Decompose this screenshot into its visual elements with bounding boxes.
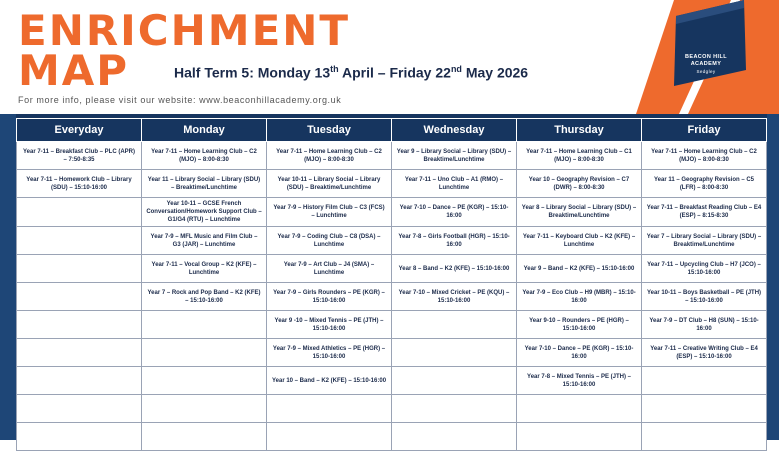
- table-row: [17, 227, 767, 255]
- activity-cell: Year 7-11 – Uno Club – A1 (RMO) – Lunchtime: [392, 170, 517, 198]
- activity-cell: Year 7-11 – Home Learning Club – C2 (MJO) – 8:00-8:30: [142, 142, 267, 170]
- activity-cell: Year 9 – Library Social – Library (SDU) – Breaktime/Lunchtime: [392, 142, 517, 170]
- activity-cell: Year 10 – Geography Revision – C7 (DWR) – 8:00-8:30: [517, 170, 642, 198]
- table-row: [17, 283, 767, 311]
- activity-cell: [392, 395, 517, 423]
- activity-cell: Year 8 – Library Social – Library (SDU) – Breaktime/Lunchtime: [517, 198, 642, 227]
- activity-cell: [142, 395, 267, 423]
- activity-cell: Year 7-11 – Vocal Group – K2 (KFE) – Lunchtime: [142, 255, 267, 283]
- activity-cell: [142, 311, 267, 339]
- day-header: Tuesday: [267, 119, 392, 142]
- activity-cell: Year 10-11 – Library Social – Library (SDU) – Breaktime/Lunchtime: [267, 170, 392, 198]
- activity-cell: [392, 367, 517, 395]
- activity-cell: [392, 339, 517, 367]
- day-header: Everyday: [17, 119, 142, 142]
- activity-cell: Year 8 – Band – K2 (KFE) – 15:10-16:00: [392, 255, 517, 283]
- activity-cell: Year 7-11 – Homework Club – Library (SDU) – 15:10-16:00: [17, 170, 142, 198]
- day-header: Friday: [642, 119, 767, 142]
- activity-cell: Year 9 -10 – Mixed Tennis – PE (JTH) – 15:10-16:00: [267, 311, 392, 339]
- table-row: [17, 423, 767, 451]
- term-dates: Half Term 5: Monday 13th April – Friday 22nd May 2026: [174, 64, 529, 81]
- activity-cell: Year 7-10 – Dance – PE (KGR) – 15:10-16:00: [392, 198, 517, 227]
- activity-cell: Year 7-11 – Keyboard Club – K2 (KFE) – Lunchtime: [517, 227, 642, 255]
- day-header-row: [17, 119, 767, 142]
- activity-cell: [142, 367, 267, 395]
- activity-cell: Year 7-10 – Mixed Cricket – PE (KQU) – 15:10-16:00: [392, 283, 517, 311]
- activity-cell: [267, 395, 392, 423]
- activity-cell: Year 7-11 – Home Learning Club – C2 (MJO) – 8:00-8:30: [642, 142, 767, 170]
- school-name: BEACON HILL ACADEMY Sedgley: [685, 54, 727, 74]
- activity-cell: Year 7-9 – History Film Club – C3 (FCS) – Lunchtime: [267, 198, 392, 227]
- activity-cell: [642, 395, 767, 423]
- activity-cell: [17, 227, 142, 255]
- day-header: Thursday: [517, 119, 642, 142]
- activity-cell: Year 10-11 – Boys Basketball – PE (JTH) – 15:10-16:00: [642, 283, 767, 311]
- activity-cell: Year 7-11 – Home Learning Club – C1 (MJO) – 8:00-8:30: [517, 142, 642, 170]
- activity-cell: Year 7-10 – Dance – PE (KGR) – 15:10-16:00: [517, 339, 642, 367]
- activity-cell: [392, 423, 517, 451]
- activity-cell: [517, 395, 642, 423]
- table-row: [17, 198, 767, 227]
- activity-cell: Year 9 – Band – K2 (KFE) – 15:10-16:00: [517, 255, 642, 283]
- activity-cell: Year 7-11 – Home Learning Club – C2 (MJO) – 8:00-8:30: [267, 142, 392, 170]
- activity-cell: Year 7-11 – Breakfast Club – PLC (APR) – 7:50-8:35: [17, 142, 142, 170]
- activity-cell: Year 7-8 – Girls Football (HGR) – 15:10-16:00: [392, 227, 517, 255]
- activity-cell: [17, 198, 142, 227]
- table-row: [17, 367, 767, 395]
- activity-cell: [17, 367, 142, 395]
- activity-cell: Year 7-11 – Upcycling Club – H7 (JCO) – 15:10-16:00: [642, 255, 767, 283]
- activity-cell: [17, 395, 142, 423]
- activity-cell: Year 11 – Library Social – Library (SDU) – Breaktime/Lunchtime: [142, 170, 267, 198]
- activity-cell: [642, 367, 767, 395]
- activity-cell: Year 9-10 – Rounders – PE (HGR) – 15:10-16:00: [517, 311, 642, 339]
- table-row: [17, 142, 767, 170]
- table-row: [17, 395, 767, 423]
- activity-cell: Year 7 – Rock and Pop Band – K2 (KFE) – 15:10-16:00: [142, 283, 267, 311]
- activity-cell: Year 10-11 – GCSE French Conversation/Homework Support Club – G1/G4 (RTU) – Lunchtime: [142, 198, 267, 227]
- activity-cell: Year 7-8 – Mixed Tennis – PE (JTH) – 15:10-16:00: [517, 367, 642, 395]
- activity-cell: [17, 311, 142, 339]
- activity-cell: [517, 423, 642, 451]
- table-row: [17, 339, 767, 367]
- page-title-line2: MAP: [18, 46, 130, 95]
- activity-cell: Year 7 – Library Social – Library (SDU) – Breaktime/Lunchtime: [642, 227, 767, 255]
- enrichment-table: [16, 118, 767, 451]
- activity-cell: [392, 311, 517, 339]
- activity-cell: [142, 423, 267, 451]
- activity-cell: Year 7-9 – Coding Club – C8 (DSA) – Lunchtime: [267, 227, 392, 255]
- table-row: [17, 255, 767, 283]
- activity-cell: Year 7-9 – Mixed Athletics – PE (HGR) – 15:10-16:00: [267, 339, 392, 367]
- activity-cell: Year 7-9 – Art Club – J4 (SMA) – Lunchtime: [267, 255, 392, 283]
- page-title: ENRICHMENT: [18, 6, 351, 55]
- timetable-panel: [0, 114, 779, 440]
- activity-cell: Year 7-9 – Girls Rounders – PE (KGR) – 15:10-16:00: [267, 283, 392, 311]
- website-info: For more info, please visit our website: www.beaconhillacademy.org.uk: [18, 95, 342, 105]
- activity-cell: [267, 423, 392, 451]
- table-row: [17, 170, 767, 198]
- day-header: Monday: [142, 119, 267, 142]
- activity-cell: [17, 283, 142, 311]
- activity-cell: [642, 423, 767, 451]
- activity-cell: Year 10 – Band – K2 (KFE) – 15:10-16:00: [267, 367, 392, 395]
- activity-cell: Year 7-11 – Creative Writing Club – E4 (ESP) – 15:10-16:00: [642, 339, 767, 367]
- day-header: Wednesday: [392, 119, 517, 142]
- activity-cell: Year 11 – Geography Revision – C5 (LFR) – 8:00-8:30: [642, 170, 767, 198]
- activity-cell: Year 7-9 – MFL Music and Film Club – G3 (JAR) – Lunchtime: [142, 227, 267, 255]
- activity-cell: Year 7-9 – DT Club – H8 (SUN) – 15:10-16:00: [642, 311, 767, 339]
- table-row: [17, 311, 767, 339]
- activity-cell: [17, 423, 142, 451]
- page-header: [0, 0, 779, 114]
- activity-cell: [142, 339, 267, 367]
- activity-cell: Year 7-9 – Eco Club – H9 (MBR) – 15:10-16:00: [517, 283, 642, 311]
- activity-cell: [17, 339, 142, 367]
- activity-cell: [17, 255, 142, 283]
- activity-cell: Year 7-11 – Breakfast Reading Club – E4 (ESP) – 8:15-8:30: [642, 198, 767, 227]
